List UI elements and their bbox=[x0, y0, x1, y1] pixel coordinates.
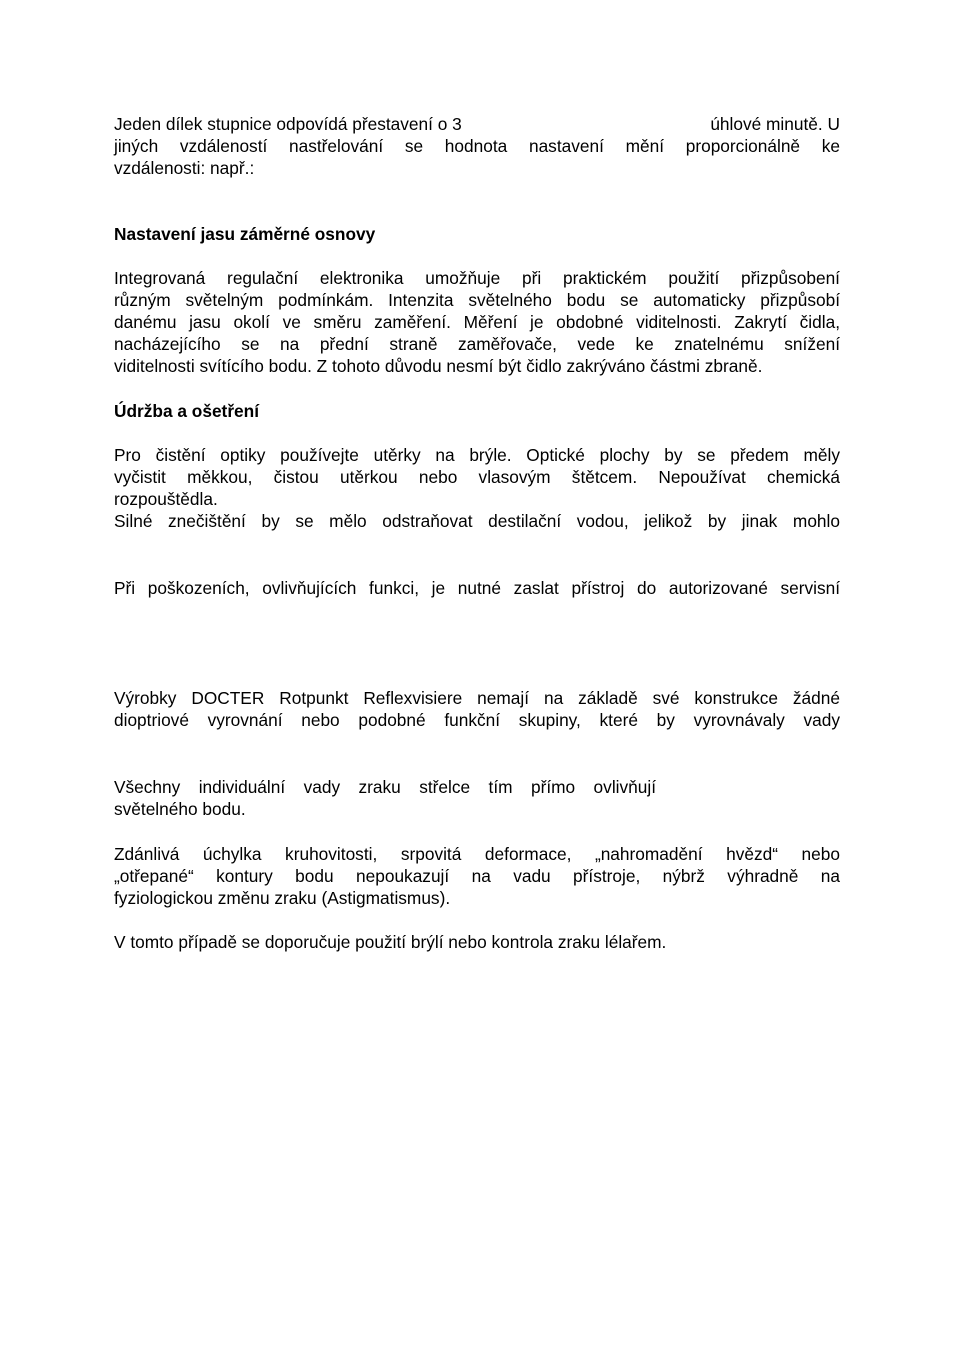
paragraph-line: rozpouštědla. bbox=[114, 489, 218, 509]
paragraph-diopter bbox=[114, 687, 840, 731]
paragraph-line: vzdálenosti: např.: bbox=[114, 158, 255, 178]
paragraph-line: různým světelným podmínkám. Intenzita světelného bodu se automaticky přizpůsobí bbox=[114, 290, 840, 310]
paragraph-line: Zdánlivá úchylka kruhovitosti, srpovitá deformace, „nahromadění hvězd“ nebo bbox=[114, 844, 840, 864]
paragraph-line: Integrovaná regulační elektronika umožňuje při praktickém použití přizpůsobení bbox=[114, 268, 840, 288]
paragraph-line: nacházejícího se na přední straně zaměřovače, vede ke znatelnému snížení bbox=[114, 334, 840, 354]
paragraph-line: Při poškozeních, ovlivňujících funkci, je nutné zaslat přístroj do autorizované servisní bbox=[114, 578, 840, 598]
paragraph-line: dioptriové vyrovnání nebo podobné funkční skupiny, které by vyrovnávaly vady bbox=[114, 710, 840, 730]
paragraph-line: světelného bodu. bbox=[114, 799, 246, 819]
text-fragment: úhlové minutě. U bbox=[710, 114, 840, 134]
paragraph-cleaning bbox=[114, 444, 840, 532]
text-fragment: Jeden dílek stupnice odpovídá přestavení o 3 bbox=[114, 114, 462, 134]
paragraph-line: danému jasu okolí ve směru zaměření. Měření je obdobné viditelnosti. Zakrytí čidla, bbox=[114, 312, 840, 332]
paragraph-line: „otřepané“ kontury bodu nepoukazují na vadu přístroje, nýbrž výhradně na bbox=[114, 866, 840, 886]
paragraph-damage bbox=[114, 577, 840, 599]
paragraph-brightness-electronics bbox=[114, 267, 840, 377]
paragraph-line: fyziologickou změnu zraku (Astigmatismus). bbox=[114, 888, 451, 908]
paragraph-line: Pro čistění optiky používejte utěrky na brýle. Optické plochy by se předem měly bbox=[114, 445, 840, 465]
paragraph-line bbox=[114, 113, 840, 135]
paragraph-astigmatism bbox=[114, 843, 840, 909]
paragraph-line: vyčistit měkkou, čistou utěrkou nebo vlasovým štětcem. Nepoužívat chemická bbox=[114, 467, 840, 487]
paragraph-line: V tomto případě se doporučuje použití brýlí nebo kontrola zraku lélařem. bbox=[114, 932, 667, 952]
paragraph-line: Silné znečištění by se mělo odstraňovat destilační vodou, jelikož by jinak mohlo bbox=[114, 511, 840, 531]
section-heading-maintenance: Údržba a ošetření bbox=[114, 401, 260, 421]
paragraph-recommendation bbox=[114, 931, 840, 953]
paragraph-line: Všechny individuální vady zraku střelce tím přímo ovlivňují bbox=[114, 777, 656, 797]
section-heading-brightness: Nastavení jasu záměrné osnovy bbox=[114, 224, 376, 244]
paragraph-vision-defects bbox=[114, 776, 840, 820]
paragraph-line: jiných vzdáleností nastřelování se hodnota nastavení mění proporcionálně ke bbox=[114, 136, 840, 156]
paragraph-line: viditelnosti svítícího bodu. Z tohoto důvodu nesmí být čidlo zakrýváno částmi zbraně. bbox=[114, 356, 763, 376]
paragraph-scale-division bbox=[114, 113, 840, 179]
paragraph-line: Výrobky DOCTER Rotpunkt Reflexvisiere nemají na základě své konstrukce žádné bbox=[114, 688, 840, 708]
